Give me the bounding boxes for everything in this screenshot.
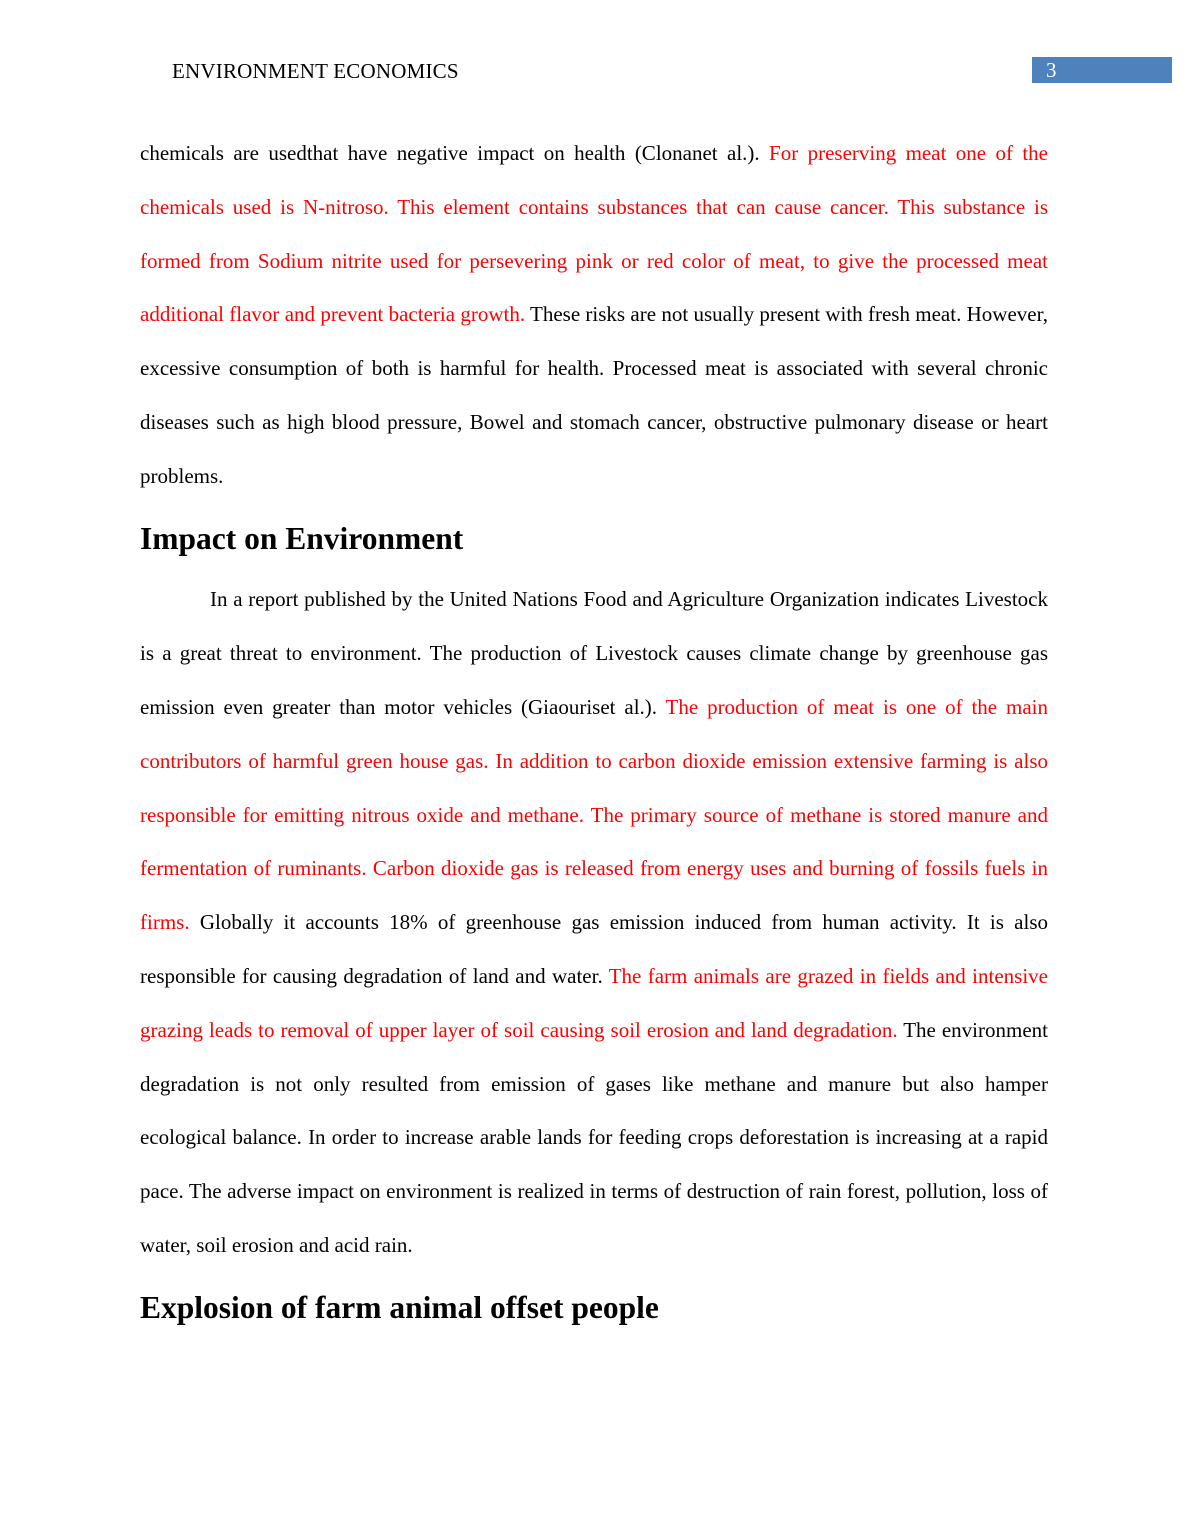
highlighted-text: The production of meat is one of the main contributors of harmful green house gas. In addition to carbon dioxide emission extensive farming is also responsible for emitting nitrous oxide and methane. The primary source of methane is stored manure and fermentation of ruminants. Carbon dioxide gas is released from energy uses and burning of fossils fuels in firms. — [140, 694, 1049, 935]
running-header-title: ENVIRONMENT ECONOMICS — [172, 59, 459, 83]
paragraph-text: Globally it accounts 18% of greenhouse gas emission induced from human activity. It is also responsible for causing degradation of land and water. — [140, 910, 1048, 988]
paragraph-text: The environment degradation is not only resulted from emission of gases like methane and manure but also hamper ecological balance. In order to increase arable lands for feeding crops deforestation is increasing at a rapid pace. The adverse impact on environment is realized in terms of destruction of rain forest, pollution, loss of water, soil erosion and acid rain. — [140, 1017, 1048, 1257]
highlighted-text: The farm animals are grazed in fields and intensive grazing leads to removal of upper layer of soil causing soil erosion and land degradation. — [140, 963, 1048, 1042]
document-body — [140, 127, 1048, 1343]
paragraph-environment-impact — [140, 573, 1048, 1272]
paragraph-text: These risks are not usually present with fresh meat. However, excessive consumption of both is harmful for health. Processed meat is associated with several chronic diseases such as high blood pressure, Bowel and stomach cancer, obstructive pulmonary disease or heart problems. — [140, 302, 1048, 488]
paragraph-text: In a report published by the United Nations Food and Agriculture Organization indicates Livestock is a great threat to environment. The production of Livestock causes climate change by greenhouse gas emission even greater than motor vehicles (Giaouriset al.). — [140, 587, 1048, 719]
section-heading-impact-on-environment: Impact on Environment — [140, 520, 464, 556]
page-number: 3 — [1046, 58, 1057, 82]
paragraph-text: chemicals are usedthat have negative impact on health (Clonanet al.). — [140, 141, 770, 165]
page-number-badge — [1032, 57, 1172, 83]
section-heading-explosion-of-farm-animals: Explosion of farm animal offset people — [140, 1289, 659, 1325]
paragraph-health-impact — [140, 127, 1048, 504]
highlighted-text: For preserving meat one of the chemicals used is N-nitroso. This element contains substances that can cause cancer. This substance is formed from Sodium nitrite used for persevering pink or red color of meat, to give the processed meat additional flavor and prevent bacteria growth. — [140, 141, 1048, 327]
